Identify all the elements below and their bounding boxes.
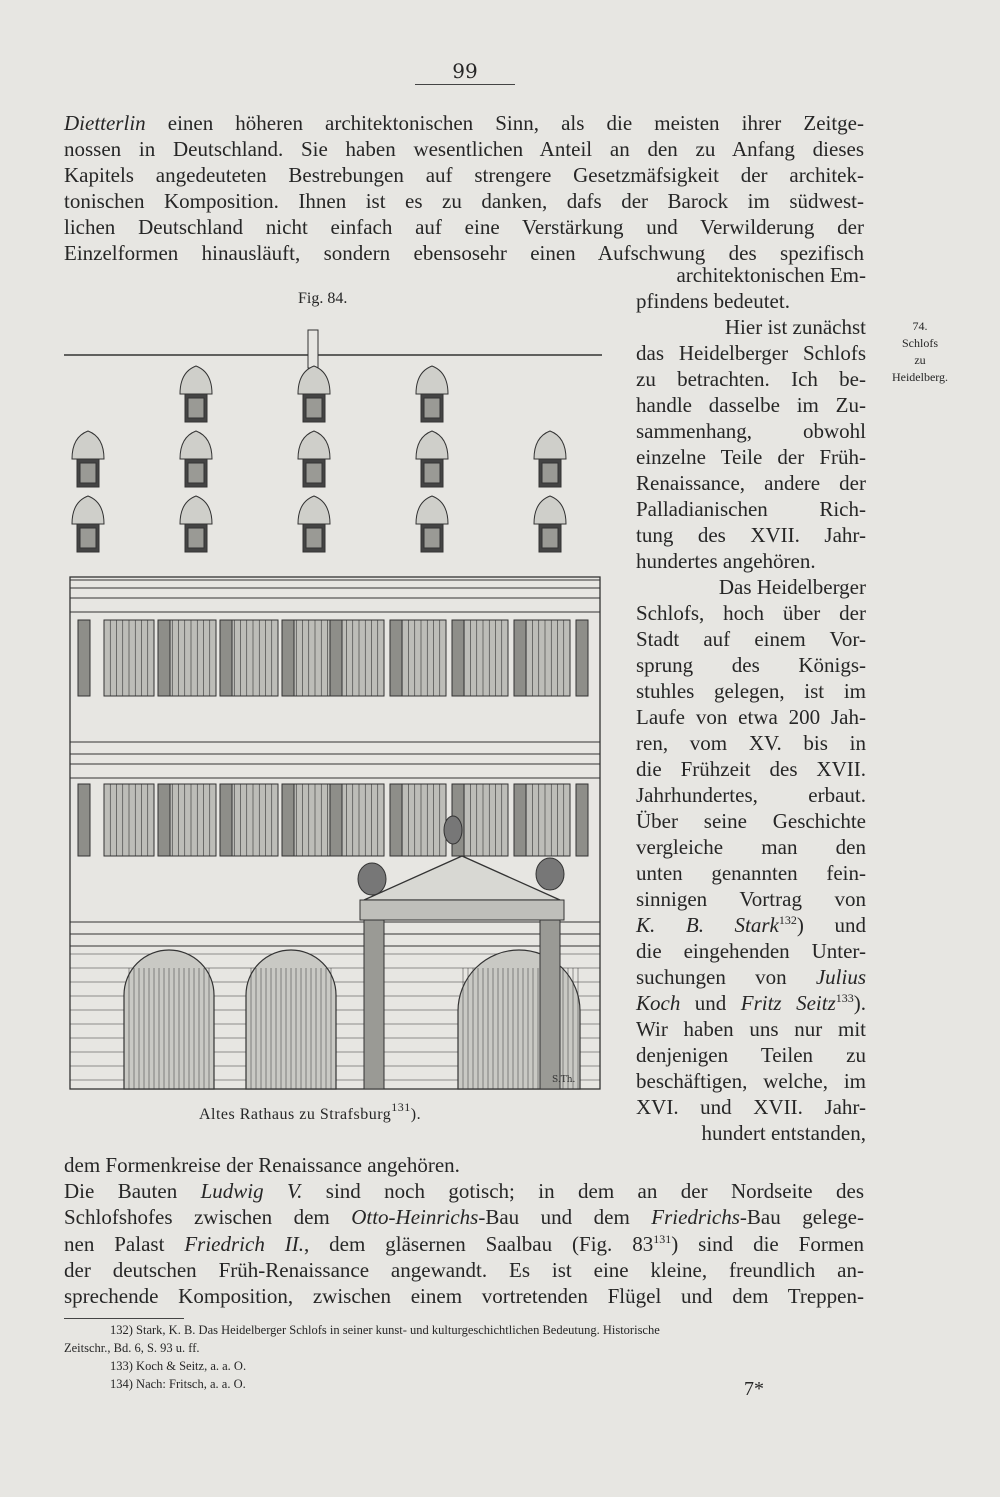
signature-mark: 7* [744, 1378, 764, 1400]
text-line [636, 938, 866, 964]
dormer-ornament [180, 431, 212, 459]
dormer-pane [542, 528, 558, 548]
text-line [636, 522, 866, 548]
dormer-ornament [298, 496, 330, 524]
text-line [64, 1257, 864, 1283]
text-line [636, 1068, 866, 1094]
pilaster [576, 620, 588, 696]
text-run: sprechende Komposition, zwischen einem vortretenden Flügel und dem Treppen- [64, 1284, 864, 1308]
dormer-pane [424, 398, 440, 418]
lion-statue [536, 858, 564, 890]
text-run: stuhles gelegen, ist im [636, 679, 866, 703]
text-line [636, 834, 866, 860]
pilaster [78, 620, 90, 696]
text-line [636, 496, 866, 522]
text-line [636, 392, 866, 418]
caption-end: ). [410, 1106, 422, 1123]
text-run: Schlofshofes zwischen dem [64, 1205, 352, 1230]
italic-text: Koch [636, 991, 681, 1015]
text-run: Hier ist zunächst [724, 315, 866, 339]
text-line [636, 678, 866, 704]
dormer-ornament [298, 366, 330, 394]
text-line [636, 808, 866, 834]
text-run: XVI. und XVII. Jahr- [636, 1095, 866, 1119]
text-line [636, 626, 866, 652]
text-run: Die Bauten [64, 1179, 201, 1204]
text-run: Palladianischen Rich- [636, 497, 866, 521]
text-line [636, 886, 866, 912]
text-run: sinnigen Vortrag von [636, 887, 866, 911]
dormer-pane [188, 398, 204, 418]
page-number: 99 [415, 58, 515, 85]
portal-entablature [360, 900, 564, 920]
text-line [636, 1016, 866, 1042]
text-run: sind noch gotisch; in dem an der Nordseite des [302, 1179, 864, 1204]
dormer-ornament [416, 431, 448, 459]
italic-text: Friedrichs [651, 1205, 740, 1230]
dormer-pane [306, 463, 322, 483]
dormer-pane [306, 528, 322, 548]
text-run: sprung des Königs- [636, 653, 866, 677]
dormer-ornament [72, 431, 104, 459]
text-run: das Heidelberger Schlofs [636, 341, 866, 365]
text-run: Laufe von etwa 200 Jah- [636, 705, 866, 729]
dormer-pane [80, 463, 96, 483]
pilaster [576, 784, 588, 856]
chimney [308, 330, 318, 368]
dormer-pane [424, 463, 440, 483]
margin-note-line: Schlofs [902, 336, 938, 350]
dormer-pane [542, 463, 558, 483]
text-run: Das Heidelberger [718, 575, 866, 599]
arch [458, 950, 580, 1089]
text-run: Renaissance, andere der [636, 471, 866, 495]
text-line [636, 1042, 866, 1068]
pilaster [220, 620, 232, 696]
text-run: nossen in Deutschland. Sie haben wesentlichen Anteil an den zu Anfang dieses [64, 137, 864, 161]
text-run: einzelne Teile der Früh- [636, 445, 866, 469]
text-line [636, 262, 866, 288]
text-run: zu betrachten. Ich be- [636, 367, 866, 391]
text-line [64, 1231, 864, 1257]
text-line [636, 444, 866, 470]
text-line [64, 136, 864, 162]
text-line [636, 418, 866, 444]
pilaster [514, 784, 526, 856]
dormer-ornament [180, 366, 212, 394]
text-line [636, 652, 866, 678]
dormer-pane [188, 528, 204, 548]
italic-text: Ludwig V. [200, 1179, 303, 1204]
text-run: hundert entstanden, [701, 1121, 866, 1145]
text-run: Über seine Geschichte [636, 809, 866, 833]
caption-footnote-ref: 131 [391, 1100, 411, 1114]
text-run: Stadt auf einem Vor- [636, 627, 866, 651]
text-run: Kapitels angedeuteten Bestrebungen auf strengere Gesetzmäfsigkeit der architek- [64, 163, 864, 187]
pilaster [158, 784, 170, 856]
pilaster [390, 620, 402, 696]
footnote-132: 132) Stark, K. B. Das Heidelberger Schlofs in seiner kunst- und kulturgeschichtlichen Bedeutung. Historische [110, 1323, 660, 1337]
pilaster [390, 784, 402, 856]
text-run: die Frühzeit des XVII. [636, 757, 866, 781]
dormer-ornament [534, 431, 566, 459]
text-run: Schlofs, hoch über der [636, 601, 866, 625]
text-line [636, 288, 866, 314]
text-line [636, 574, 866, 600]
artist-signature: S.Th. [552, 1075, 576, 1085]
text-run: tung des XVII. Jahr- [636, 523, 866, 547]
footnote-ref: 132 [778, 913, 797, 927]
pilaster [330, 620, 342, 696]
text-run: der deutschen Früh-Renaissance angewandt. Es ist eine kleine, freundlich an- [64, 1257, 864, 1282]
text-line [636, 756, 866, 782]
text-run: Wir haben uns nur mit [636, 1017, 866, 1041]
text-run: und [680, 991, 741, 1015]
text-line [64, 110, 864, 136]
footnote-rule [64, 1318, 184, 1319]
pilaster [330, 784, 342, 856]
text-line [64, 214, 864, 240]
lion-statue [358, 863, 386, 895]
portal-column [364, 920, 384, 1089]
text-line [636, 1120, 866, 1146]
text-line [64, 1283, 864, 1309]
text-line [636, 704, 866, 730]
text-run: handle dasselbe im Zu- [636, 393, 866, 417]
text-run: architektonischen Em- [676, 263, 866, 287]
text-line [636, 600, 866, 626]
text-run: tonischen Komposition. Ihnen ist es zu danken, dafs der Barock im südwest- [64, 189, 864, 213]
text-run: unten genannten fein- [636, 861, 866, 885]
dormer-ornament [416, 366, 448, 394]
pilaster [282, 620, 294, 696]
text-run: Einzelformen hinausläuft, sondern ebensosehr einen Aufschwung des spezifisch [64, 241, 864, 265]
dormer-ornament [180, 496, 212, 524]
text-line [636, 340, 866, 366]
pilaster [158, 620, 170, 696]
text-line [64, 1178, 864, 1204]
caption-text: Altes Rathaus zu Strafsburg [198, 1106, 392, 1123]
italic-text: K. B. Stark [636, 913, 779, 937]
margin-note-number: 74. [912, 319, 928, 333]
pilaster [78, 784, 90, 856]
text-run: dem Formenkreise der Renaissance angehören. [64, 1153, 460, 1177]
dormer-pane [306, 398, 322, 418]
dormer-pane [188, 463, 204, 483]
text-run: die eingehenden Unter- [636, 939, 866, 963]
dormer-pane [424, 528, 440, 548]
text-run: nen Palast [64, 1231, 185, 1256]
text-line [636, 548, 866, 574]
italic-text: Julius [815, 965, 866, 989]
dormer-ornament [416, 496, 448, 524]
dormer-ornament [72, 496, 104, 524]
text-line [636, 366, 866, 392]
text-line [636, 860, 866, 886]
margin-note-line: Heidelberg. [891, 370, 949, 384]
text-line [64, 1204, 864, 1230]
margin-note [880, 318, 960, 386]
text-run: pfindens bedeutet. [636, 289, 790, 313]
italic-text: Otto-Heinrichs [351, 1205, 479, 1230]
text-line [636, 730, 866, 756]
figure-caption [120, 1100, 500, 1124]
text-run: denjenigen Teilen zu [636, 1043, 866, 1067]
footnote-133: 133) Koch & Seitz, a. a. O. [110, 1359, 247, 1373]
text-run: hundertes angehören. [636, 549, 816, 573]
pilaster [514, 620, 526, 696]
text-run: lichen Deutschland nicht einfach auf eine Verstärkung und Verwilderung der [64, 215, 864, 239]
text-line [636, 912, 866, 938]
footnote-132-cont: Zeitschr., Bd. 6, S. 93 u. ff. [64, 1341, 200, 1355]
italic-text: Friedrich II. [184, 1231, 304, 1256]
pilaster [282, 784, 294, 856]
figure-label: Fig. 84. [298, 290, 348, 307]
portal-pediment [364, 856, 560, 900]
text-run: Jahrhundertes, erbaut. [636, 783, 866, 807]
text-run: ). [853, 991, 866, 1015]
text-run: beschäftigen, welche, im [636, 1069, 866, 1093]
text-run: sammenhang, obwohl [636, 419, 866, 443]
text-run: vergleiche man den [636, 835, 866, 859]
text-run: -Bau gelege- [739, 1205, 864, 1230]
text-run: ren, vom XV. bis in [636, 731, 866, 755]
text-line [636, 782, 866, 808]
text-run: , dem gläsernen Saalbau (Fig. 83 [304, 1231, 654, 1256]
text-run: einen höheren architektonischen Sinn, als die meisten ihrer Zeitge- [145, 111, 864, 135]
bust-statue [444, 816, 462, 844]
text-run: suchungen von [636, 965, 816, 989]
dormer-pane [80, 528, 96, 548]
figure-facade-drawing [64, 322, 604, 1097]
footnote-ref: 131 [653, 1231, 672, 1246]
italic-text: Dietterlin [64, 111, 146, 135]
italic-text: Fritz Seitz [740, 991, 836, 1015]
pilaster [452, 620, 464, 696]
dormer-ornament [298, 431, 330, 459]
pilaster [220, 784, 232, 856]
footnote-ref: 133 [835, 991, 854, 1005]
text-run: -Bau und dem [478, 1205, 652, 1230]
margin-note-line: zu [914, 353, 926, 367]
text-line [636, 964, 866, 990]
text-line [636, 314, 866, 340]
portal-column [540, 920, 560, 1089]
dormer-ornament [534, 496, 566, 524]
footnote-134: 134) Nach: Fritsch, a. a. O. [110, 1377, 246, 1391]
text-line [636, 1094, 866, 1120]
text-line [636, 990, 866, 1016]
text-line [64, 1152, 864, 1178]
text-line [64, 162, 864, 188]
text-run: ) sind die Formen [671, 1231, 864, 1256]
text-line [636, 470, 866, 496]
text-line [64, 188, 864, 214]
text-run: ) und [796, 913, 866, 937]
